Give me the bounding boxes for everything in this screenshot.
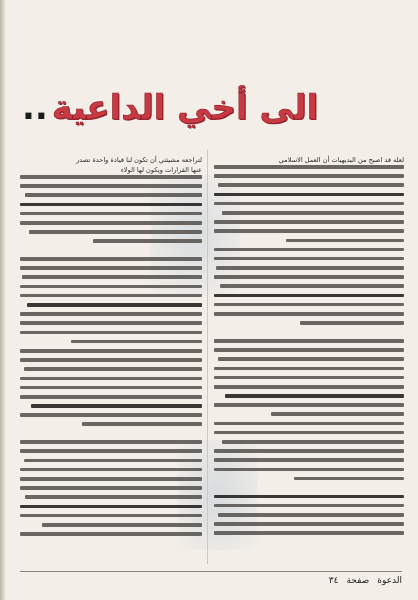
text-line [93,239,202,243]
text-line [214,174,404,178]
page-footer [20,571,402,590]
text-line [82,422,202,426]
text-line [214,348,404,352]
text-line [214,522,404,526]
text-line [214,367,404,371]
text-line [214,248,404,252]
text-line [225,394,404,398]
text-line [222,440,404,444]
text-line [214,486,404,489]
text-line [20,184,202,188]
text-line [214,257,404,261]
text-line [214,339,404,343]
text-line [42,523,202,527]
text-line [25,193,202,197]
text-line [214,376,404,380]
left-column-text-lines [20,175,202,536]
text-line [20,413,202,417]
text-line [20,386,202,390]
text-line [20,203,202,207]
text-line [20,468,202,472]
text-line [71,340,202,344]
text-line [29,230,202,234]
text-line [20,377,202,381]
text-line [20,312,202,316]
article-column-right [214,155,404,566]
text-line [20,266,202,270]
text-line [27,303,202,307]
text-line [20,257,202,261]
text-line [20,432,202,435]
text-line [20,175,202,179]
text-line [20,285,202,289]
text-line [214,449,404,453]
text-line [20,395,202,399]
text-line [214,385,404,389]
text-line [20,505,202,509]
text-line [20,221,202,225]
text-line [214,504,404,508]
headline-title: الى أخي الداعية [51,88,319,128]
text-line [218,357,404,361]
text-line [214,330,404,333]
text-line [20,532,202,536]
text-line [300,321,405,325]
text-line [20,514,202,518]
text-line [25,495,202,499]
left-column-second-line: عنها القرارات ويكون لها الولاء [120,166,202,174]
text-line [20,358,202,362]
text-line [31,404,202,408]
text-line [20,449,202,453]
text-line [214,458,404,462]
text-line [214,220,404,224]
text-line [20,212,202,216]
right-column-text-lines [214,165,404,535]
text-line [220,284,404,288]
text-line [214,403,404,407]
page-binding-shadow [0,0,6,600]
text-line [214,495,404,499]
text-line [20,331,202,335]
footer-magazine-name: الدعوة [377,576,402,586]
text-line [294,477,404,481]
text-line [214,229,404,233]
text-line [20,477,202,481]
text-line [214,422,404,426]
text-line [214,294,404,298]
text-line [20,349,202,353]
text-line [218,183,404,187]
headline-ellipsis: .. [22,88,48,128]
text-line [214,531,404,535]
text-line [214,202,404,206]
text-line [214,468,404,472]
article-headline [22,80,400,136]
text-line [24,367,202,371]
article-column-left [20,155,202,566]
text-line [20,294,202,298]
text-line [20,321,202,325]
text-line [20,486,202,490]
text-line [214,193,404,197]
footer-page-number: ٣٤ [328,576,339,586]
text-line [286,239,404,243]
right-column-opening-line: لعله قد اصبح من البديهيات أن العمل الاسلامي [278,156,404,164]
column-divider [207,150,208,564]
left-column-opening-line: لتراجعه مشيئتي أن تكون لنا قيادة واحدة تصدر [76,156,202,164]
text-line [22,275,202,279]
text-line [271,412,404,416]
text-line [218,513,404,517]
text-line [20,249,202,252]
footer-page-label: صفحة [346,576,370,586]
text-line [214,431,404,435]
text-line [214,303,404,307]
text-line [20,440,202,444]
text-line [222,211,404,215]
text-line [214,275,404,279]
text-line [216,266,404,270]
text-line [214,165,404,169]
text-line [214,312,404,316]
text-line [24,459,202,463]
